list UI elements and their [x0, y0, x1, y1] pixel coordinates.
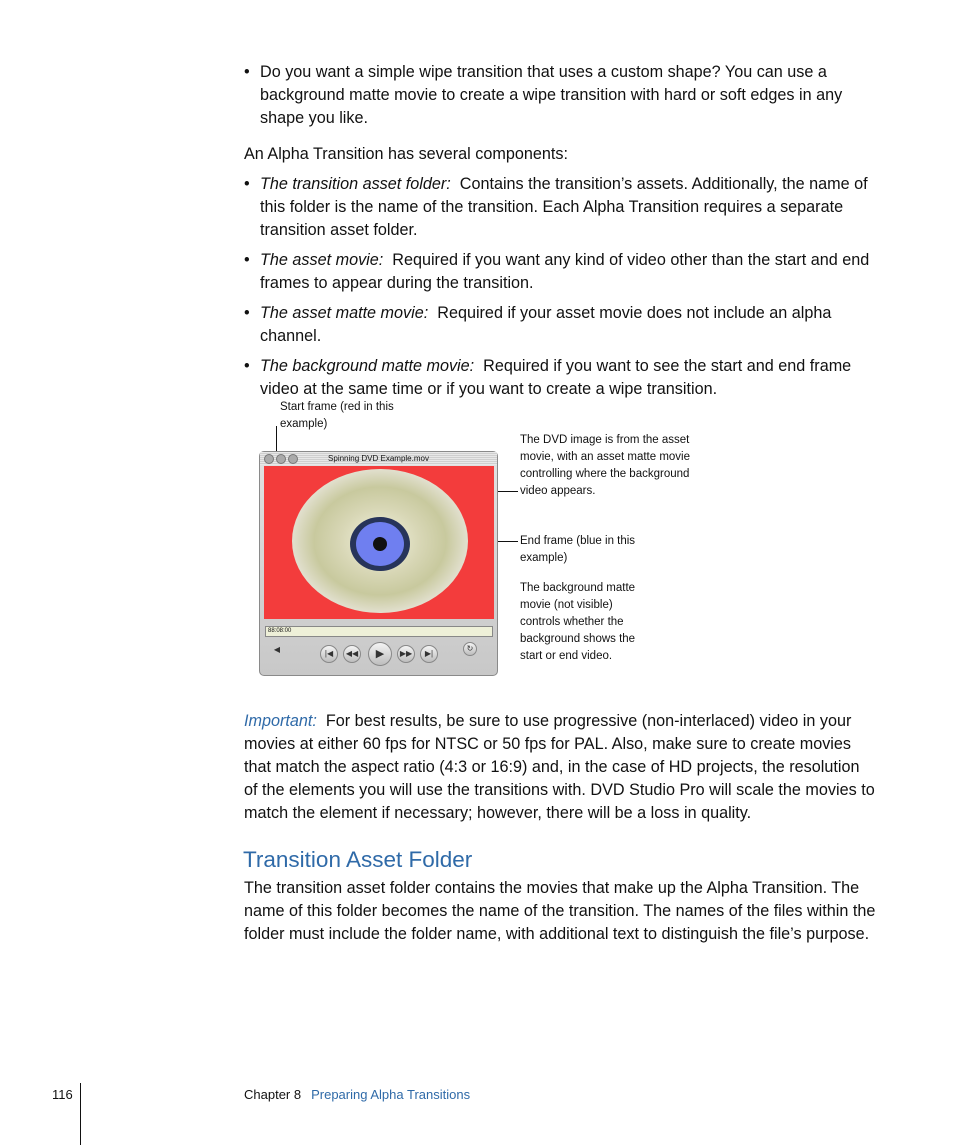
- chapter-title: Preparing Alpha Transitions: [311, 1087, 471, 1102]
- rewind-icon[interactable]: ◀◀: [343, 645, 361, 663]
- component-text: Contains the transition’s assets. Additionally, the name of this folder is the name of the transition. Each Alpha Transition requires a separate transition asset folder.: [260, 175, 868, 239]
- quicktime-window: [259, 451, 498, 676]
- component-text: Required if you want any kind of video other than the start and end frames to appear during the transition.: [260, 251, 870, 292]
- fast-forward-icon[interactable]: ▶▶: [397, 645, 415, 663]
- component-term: The transition asset folder:: [260, 175, 451, 193]
- bullet-item: [244, 61, 876, 130]
- timecode: 88:08:00: [268, 628, 292, 634]
- scrubber-bar[interactable]: [265, 626, 493, 637]
- section-body: The transition asset folder contains the movies that make up the Alpha Transition. The name of this folder becomes the name of the transition. The names of the files within the folder must include the folder name, with additional text to distinguish the file’s purpose.: [244, 879, 876, 943]
- component-item: [244, 302, 876, 348]
- intro-paragraph: An Alpha Transition has several components:: [244, 145, 568, 163]
- footer-divider: [80, 1083, 81, 1145]
- zoom-icon[interactable]: [288, 454, 298, 464]
- window-titlebar: [260, 452, 497, 465]
- callout-background-matte: The background matte movie (not visible) controls whether the background shows the start or end video.: [520, 582, 636, 662]
- video-frame: [264, 466, 494, 619]
- component-term: The background matte movie:: [260, 357, 475, 375]
- playback-controls: [260, 642, 497, 672]
- play-icon[interactable]: ▶: [368, 642, 392, 666]
- skip-back-icon[interactable]: |◀: [320, 645, 338, 663]
- important-note: [244, 710, 876, 825]
- bullet-dot: •: [244, 357, 250, 375]
- important-label: Important:: [244, 712, 317, 731]
- close-icon[interactable]: [264, 454, 274, 464]
- window-title: Spinning DVD Example.mov: [328, 454, 429, 463]
- disc-hole: [373, 537, 387, 551]
- bullet-dot: •: [244, 251, 250, 269]
- bullet-dot: •: [244, 175, 250, 193]
- callout-start-frame: Start frame (red in this example): [280, 401, 394, 430]
- component-text: Required if you want to see the start and end frame video at the same time or if you want to create a wipe transition.: [260, 357, 852, 398]
- page-number: 116: [52, 1087, 73, 1102]
- component-term: The asset matte movie:: [260, 304, 429, 322]
- component-item: [244, 355, 876, 401]
- main-text: [244, 61, 876, 408]
- component-term: The asset movie:: [260, 251, 384, 269]
- bullet-dot: •: [244, 304, 250, 322]
- minimize-icon[interactable]: [276, 454, 286, 464]
- component-item: [244, 173, 876, 242]
- component-item: [244, 249, 876, 295]
- loop-icon[interactable]: ↻: [463, 642, 477, 656]
- bullet-text: Do you want a simple wipe transition that uses a custom shape? You can use a background matte movie to create a wipe transition with hard or soft edges in any shape you like.: [260, 63, 843, 127]
- callout-dvd-image: The DVD image is from the asset movie, with an asset matte movie controlling where the background video appears.: [520, 434, 691, 497]
- chapter-footer: [244, 1087, 470, 1102]
- section-heading: Transition Asset Folder: [243, 847, 473, 872]
- chapter-label: Chapter 8: [244, 1087, 302, 1102]
- skip-forward-icon[interactable]: ▶|: [420, 645, 438, 663]
- important-text: For best results, be sure to use progressive (non-interlaced) video in your movies at either 60 fps for NTSC or 50 fps for PAL. Also, make sure to create movies that match the aspect ratio (4:3 or 16:9) and, in the case of HD projects, the resolution of the elements you will use the transitions with. DVD Studio Pro will scale the movies to match the element if necessary; however, there will be a loss in quality.: [244, 712, 875, 823]
- component-text: Required if your asset movie does not include an alpha channel.: [260, 304, 832, 345]
- callout-end-frame: End frame (blue in this example): [520, 535, 636, 564]
- volume-icon[interactable]: ◀: [273, 645, 281, 654]
- bullet-dot: •: [244, 63, 250, 81]
- spinning-dvd-image: [264, 466, 494, 619]
